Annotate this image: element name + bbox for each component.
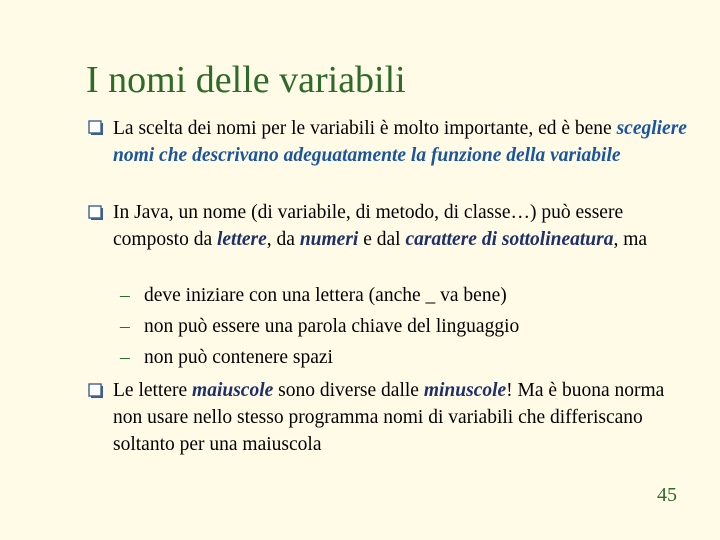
sub-item-text: deve iniziare con una lettera (anche _ va bene)	[144, 285, 507, 306]
dash-icon: –	[120, 347, 130, 368]
bullet-1-emphasis: scegliere nomi che descrivano adeguatamente la funzione della variabile	[113, 118, 687, 166]
dash-icon: –	[120, 285, 130, 306]
sub-item-1	[120, 282, 507, 309]
page-number: 45	[657, 484, 677, 506]
bullet-3-text: Le lettere	[113, 380, 193, 401]
sub-item-3	[120, 344, 333, 371]
bullet-paragraph-2	[113, 199, 693, 253]
sub-item-2	[120, 313, 519, 340]
sub-item-text: non può contenere spazi	[144, 347, 333, 368]
checkbox-bullet-icon	[88, 205, 104, 221]
dash-icon: –	[120, 316, 130, 337]
bullet-paragraph-1	[113, 115, 693, 169]
bullet-2-emphasis-lettere: lettere	[216, 229, 267, 250]
bullet-2-text-part: e dal	[358, 229, 406, 250]
bullet-2-text-part: , ma	[613, 229, 648, 250]
bullet-paragraph-3	[113, 377, 693, 458]
bullet-2-emphasis-sottolineatura: carattere di sottolineatura	[405, 229, 614, 250]
slide-title: I nomi delle variabili	[86, 59, 406, 101]
bullet-3-text-part: ! Ma è buona norma non usare nello stesso programma nomi di variabili che differiscano soltanto per una maiuscola	[113, 380, 665, 455]
checkbox-bullet-icon	[88, 120, 104, 136]
sub-item-text: non può essere una parola chiave del linguaggio	[144, 316, 520, 337]
bullet-3-emphasis-maiuscole: maiuscole	[192, 380, 274, 401]
bullet-3-text-part: sono diverse dalle	[273, 380, 424, 401]
bullet-3-emphasis-minuscole: minuscole	[423, 380, 507, 401]
bullet-1-text: La scelta dei nomi per le variabili è molto importante, ed è bene	[113, 118, 617, 139]
bullet-2-emphasis-numeri: numeri	[299, 229, 359, 250]
bullet-2-text: In Java, un nome (di variabile, di metodo, di classe…) può essere composto da	[113, 202, 624, 250]
bullet-2-text-part: , da	[266, 229, 300, 250]
checkbox-bullet-icon	[88, 383, 104, 399]
